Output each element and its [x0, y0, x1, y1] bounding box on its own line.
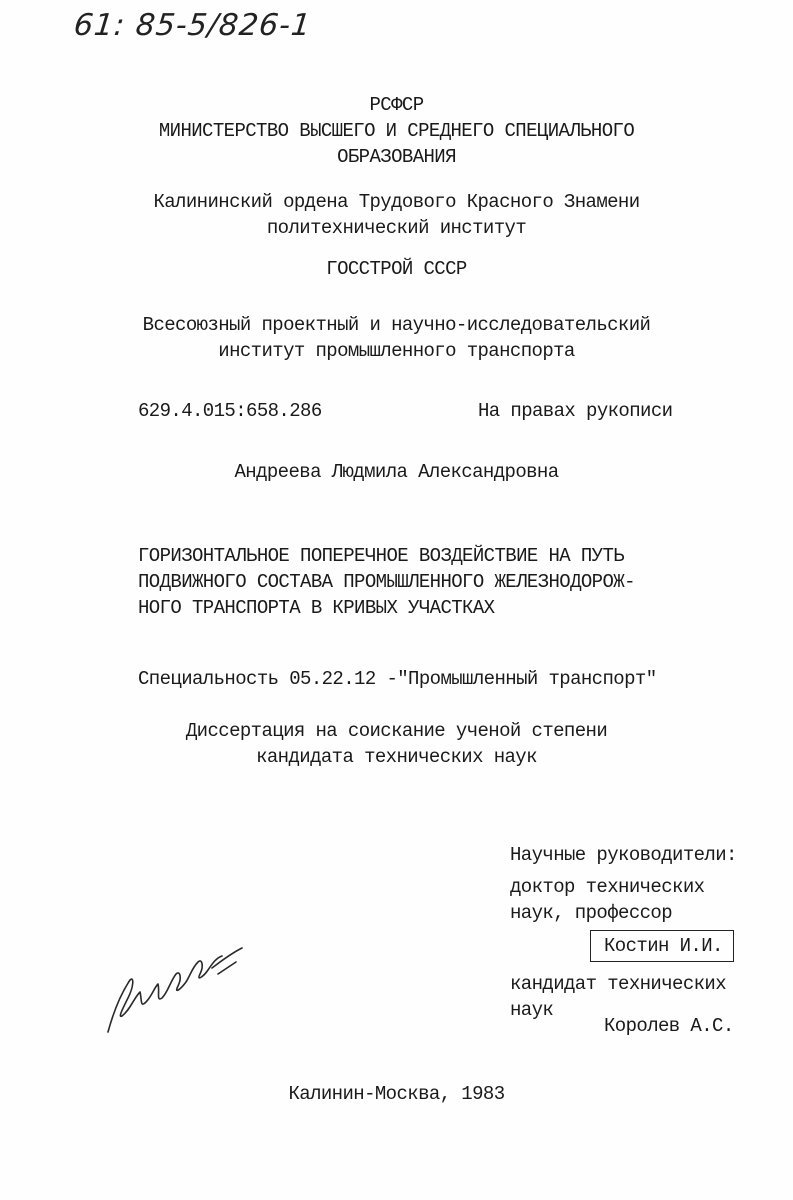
header-education: ОБРАЗОВАНИЯ [337, 146, 456, 168]
vniipt-line1: Всесоюзный проектный и научно-исследовательский [142, 314, 651, 336]
place-and-year: Калинин-Москва, 1983 [288, 1083, 505, 1105]
institute-line1: Калининский ордена Трудового Красного Знамени [153, 191, 640, 213]
supervisor1-name: Костин И.И. [604, 935, 723, 957]
header-rsfsr: РСФСР [369, 94, 424, 116]
author-name: Андреева Людмила Александровна [234, 461, 559, 483]
manuscript-rights: На правах рукописи [478, 400, 673, 422]
supervisor2-degree-line1: кандидат технических [510, 973, 727, 995]
supervisor1-degree-line1: доктор технических [510, 876, 705, 898]
supervisors-heading: Научные руководители: [510, 844, 737, 866]
institute-line2: политехнический институт [266, 217, 527, 239]
header-ministry: МИНИСТЕРСТВО ВЫСШЕГО И СРЕДНЕГО СПЕЦИАЛЬНОГО [158, 120, 635, 142]
specialty: Специальность 05.22.12 -"Промышленный транспорт" [138, 668, 657, 690]
title-line1: ГОРИЗОНТАЛЬНОЕ ПОПЕРЕЧНОЕ ВОЗДЕЙСТВИЕ НА ПУТЬ [138, 545, 625, 567]
supervisor2-name: Королев А.С. [604, 1015, 734, 1037]
handwritten-catalog-code: 61: 85-5/826-1 [72, 8, 314, 43]
vniipt-line2: институт промышленного транспорта [218, 340, 575, 362]
dissertation-line2: кандидата технических наук [256, 746, 537, 768]
author-signature [100, 940, 250, 1040]
title-line2: ПОДВИЖНОГО СОСТАВА ПРОМЫШЛЕННОГО ЖЕЛЕЗНОДОРОЖ- [138, 571, 635, 593]
udc-code: 629.4.015:658.286 [138, 400, 322, 422]
supervisor2-degree-line2: наук [510, 999, 554, 1021]
dissertation-line1: Диссертация на соискание ученой степени [185, 720, 608, 742]
gosstroy: ГОССТРОЙ СССР [326, 258, 467, 280]
supervisor1-degree-line2: наук, профессор [510, 902, 673, 924]
title-line3: НОГО ТРАНСПОРТА В КРИВЫХ УЧАСТКАХ [138, 597, 495, 619]
